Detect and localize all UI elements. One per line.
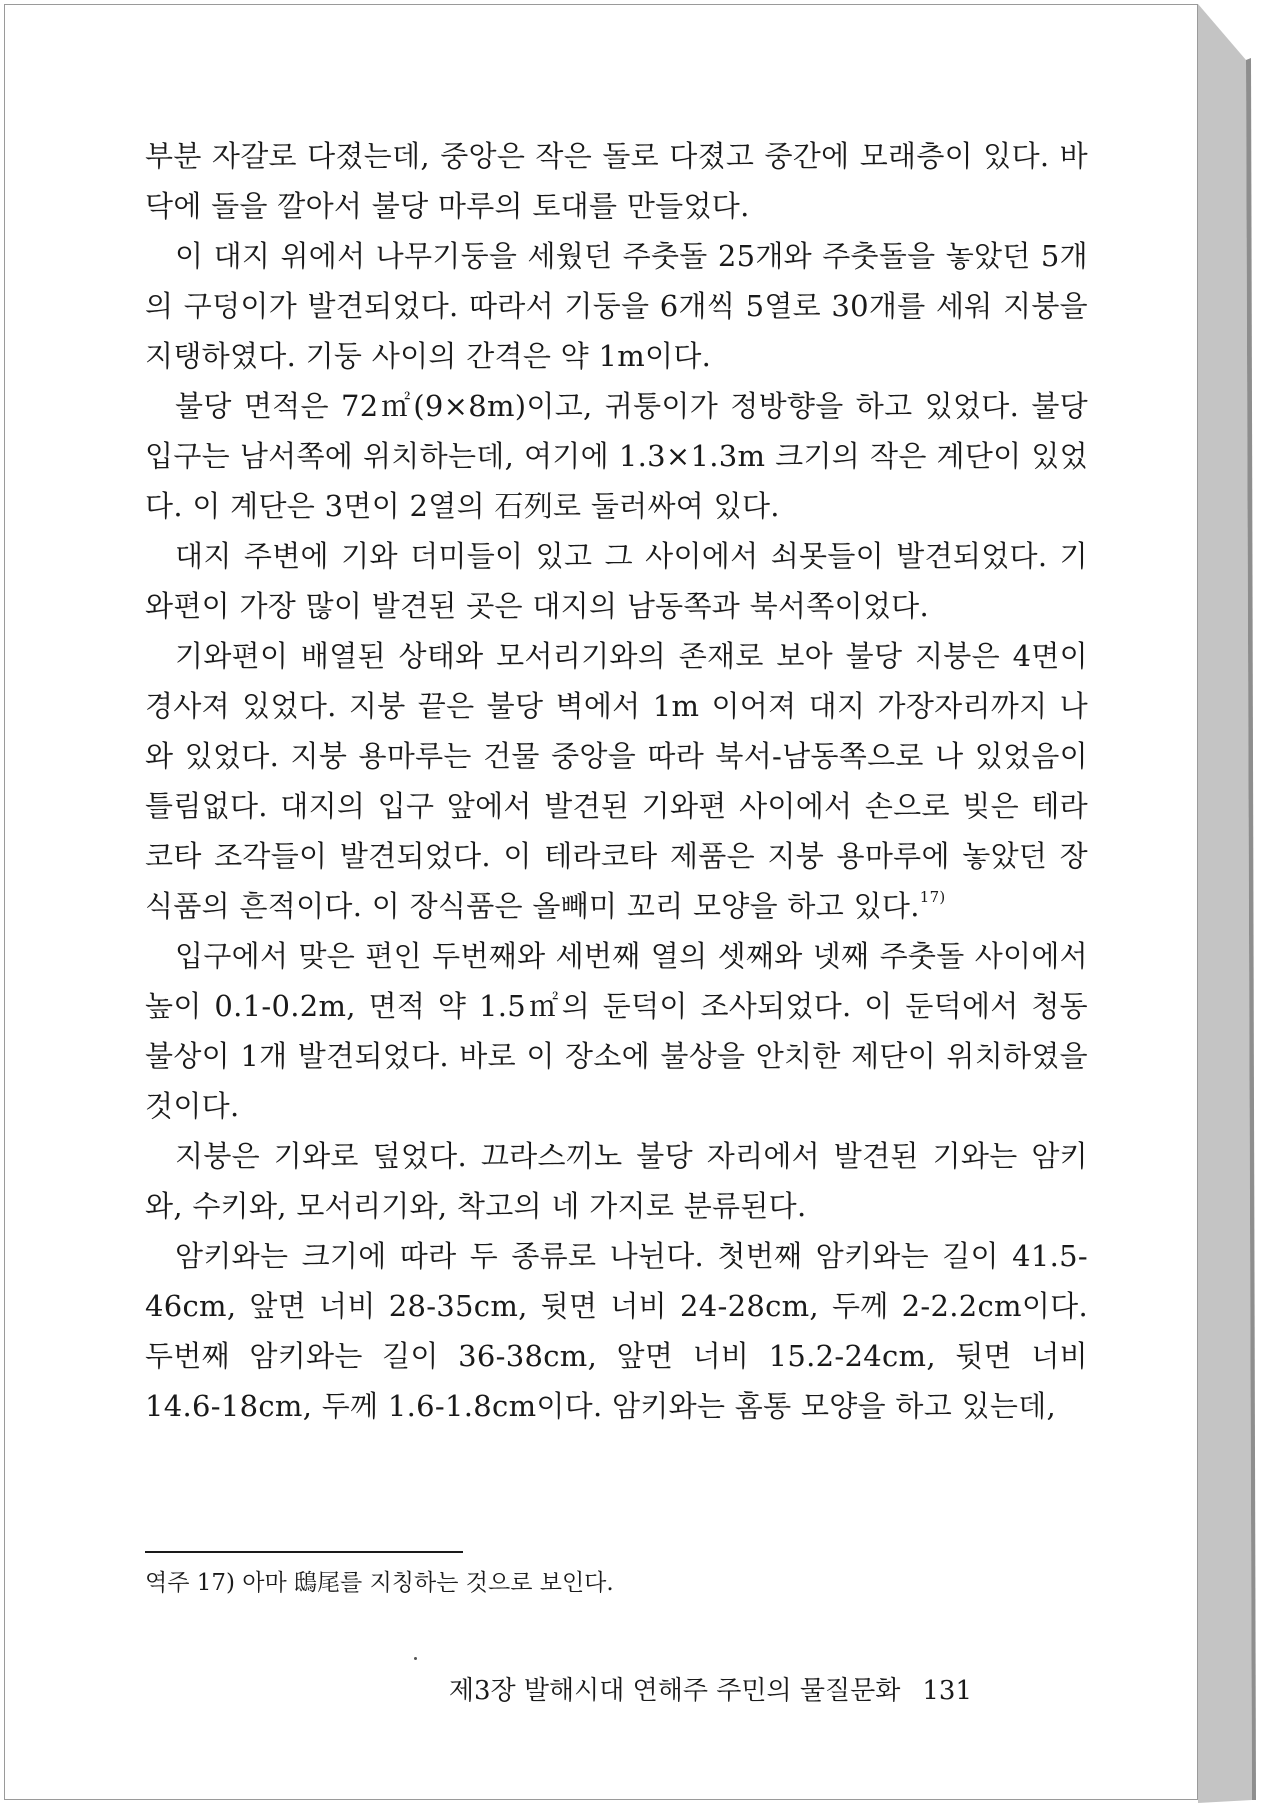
paragraph-text: 부분 자갈로 다졌는데, 중앙은 작은 돌로 다졌고 중간에 모래층이 있다. 바닥에 돌을 깔아서 불당 마루의 토대를 만들었다. (145, 139, 1088, 223)
paragraph-text: 기와편이 배열된 상태와 모서리기와의 존재로 보아 불당 지붕은 4면이 경사져 있었다. 지붕 끝은 불당 벽에서 1m 이어져 대지 가장자리까지 나와 있었다. 지붕 용마루는 건물 중앙을 따라 북서-남동쪽으로 나 있었음이 틀림없다. 대지의 입구 앞에서 발견된 기와편 사이에서 손으로 빚은 테라코타 조각들이 발견되었다. 이 테라코타 제품은 지붕 용마루에 놓았던 장식품의 흔적이다. 이 장식품은 올빼미 꼬리 모양을 하고 있다. (145, 639, 1088, 923)
paragraph-6 (145, 931, 1088, 1131)
footnote: 역주 17) 아마 鴟尾를 지칭하는 것으로 보인다. (145, 1570, 614, 1596)
paragraph-2 (145, 231, 1088, 381)
footnote-reference[interactable]: 17) (919, 888, 946, 906)
paragraph-text: 입구에서 맞은 편인 두번째와 세번째 열의 셋째와 넷째 주춧돌 사이에서 높이 0.1-0.2m, 면적 약 1.5㎡의 둔덕이 조사되었다. 이 둔덕에서 청동 불상이 1개 발견되었다. 바로 이 장소에 불상을 안치한 제단이 위치하였을 것이다. (145, 939, 1088, 1123)
paragraph-8 (145, 1231, 1088, 1431)
paragraph-7 (145, 1131, 1088, 1231)
speck (414, 1657, 417, 1660)
paragraph-text: 이 대지 위에서 나무기둥을 세웠던 주춧돌 25개와 주춧돌을 놓았던 5개의 구덩이가 발견되었다. 따라서 기둥을 6개씩 5열로 30개를 세워 지붕을 지탱하였다. 기둥 사이의 간격은 약 1m이다. (145, 239, 1088, 373)
paragraph-text: 대지 주변에 기와 더미들이 있고 그 사이에서 쇠못들이 발견되었다. 기와편이 가장 많이 발견된 곳은 대지의 남동쪽과 북서쪽이었다. (145, 539, 1088, 623)
book-page (4, 4, 1198, 1800)
paragraph-3 (145, 381, 1088, 531)
page-number: 131 (922, 1676, 972, 1706)
chapter-title: 제3장 발해시대 연해주 주민의 물질문화 (448, 1676, 901, 1706)
paragraph-text: 암키와는 크기에 따라 두 종류로 나뉜다. 첫번째 암키와는 길이 41.5-46cm, 앞면 너비 28-35cm, 뒷면 너비 24-28cm, 두께 2-2.2cm이다. 두번째 암키와는 길이 36-38cm, 앞면 너비 15.2-24cm, 뒷면 너비 14.6-18cm, 두께 1.6-1.8cm이다. 암키와는 홈통 모양을 하고 있는데, (145, 1239, 1088, 1423)
running-footer (449, 1673, 972, 1709)
paragraph-text: 지붕은 기와로 덮었다. 끄라스끼노 불당 자리에서 발견된 기와는 암키와, 수키와, 모서리기와, 착고의 네 가지로 분류된다. (145, 1139, 1088, 1223)
body-text (145, 131, 1088, 1431)
footnote-divider (145, 1551, 463, 1553)
paragraph-4 (145, 531, 1088, 631)
paragraph-5 (145, 631, 1088, 931)
paragraph-1 (145, 131, 1088, 231)
paragraph-text: 불당 면적은 72㎡(9×8m)이고, 귀퉁이가 정방향을 하고 있었다. 불당 입구는 남서쪽에 위치하는데, 여기에 1.3×1.3m 크기의 작은 계단이 있었다. 이 계단은 3면이 2열의 石列로 둘러싸여 있다. (145, 389, 1088, 523)
